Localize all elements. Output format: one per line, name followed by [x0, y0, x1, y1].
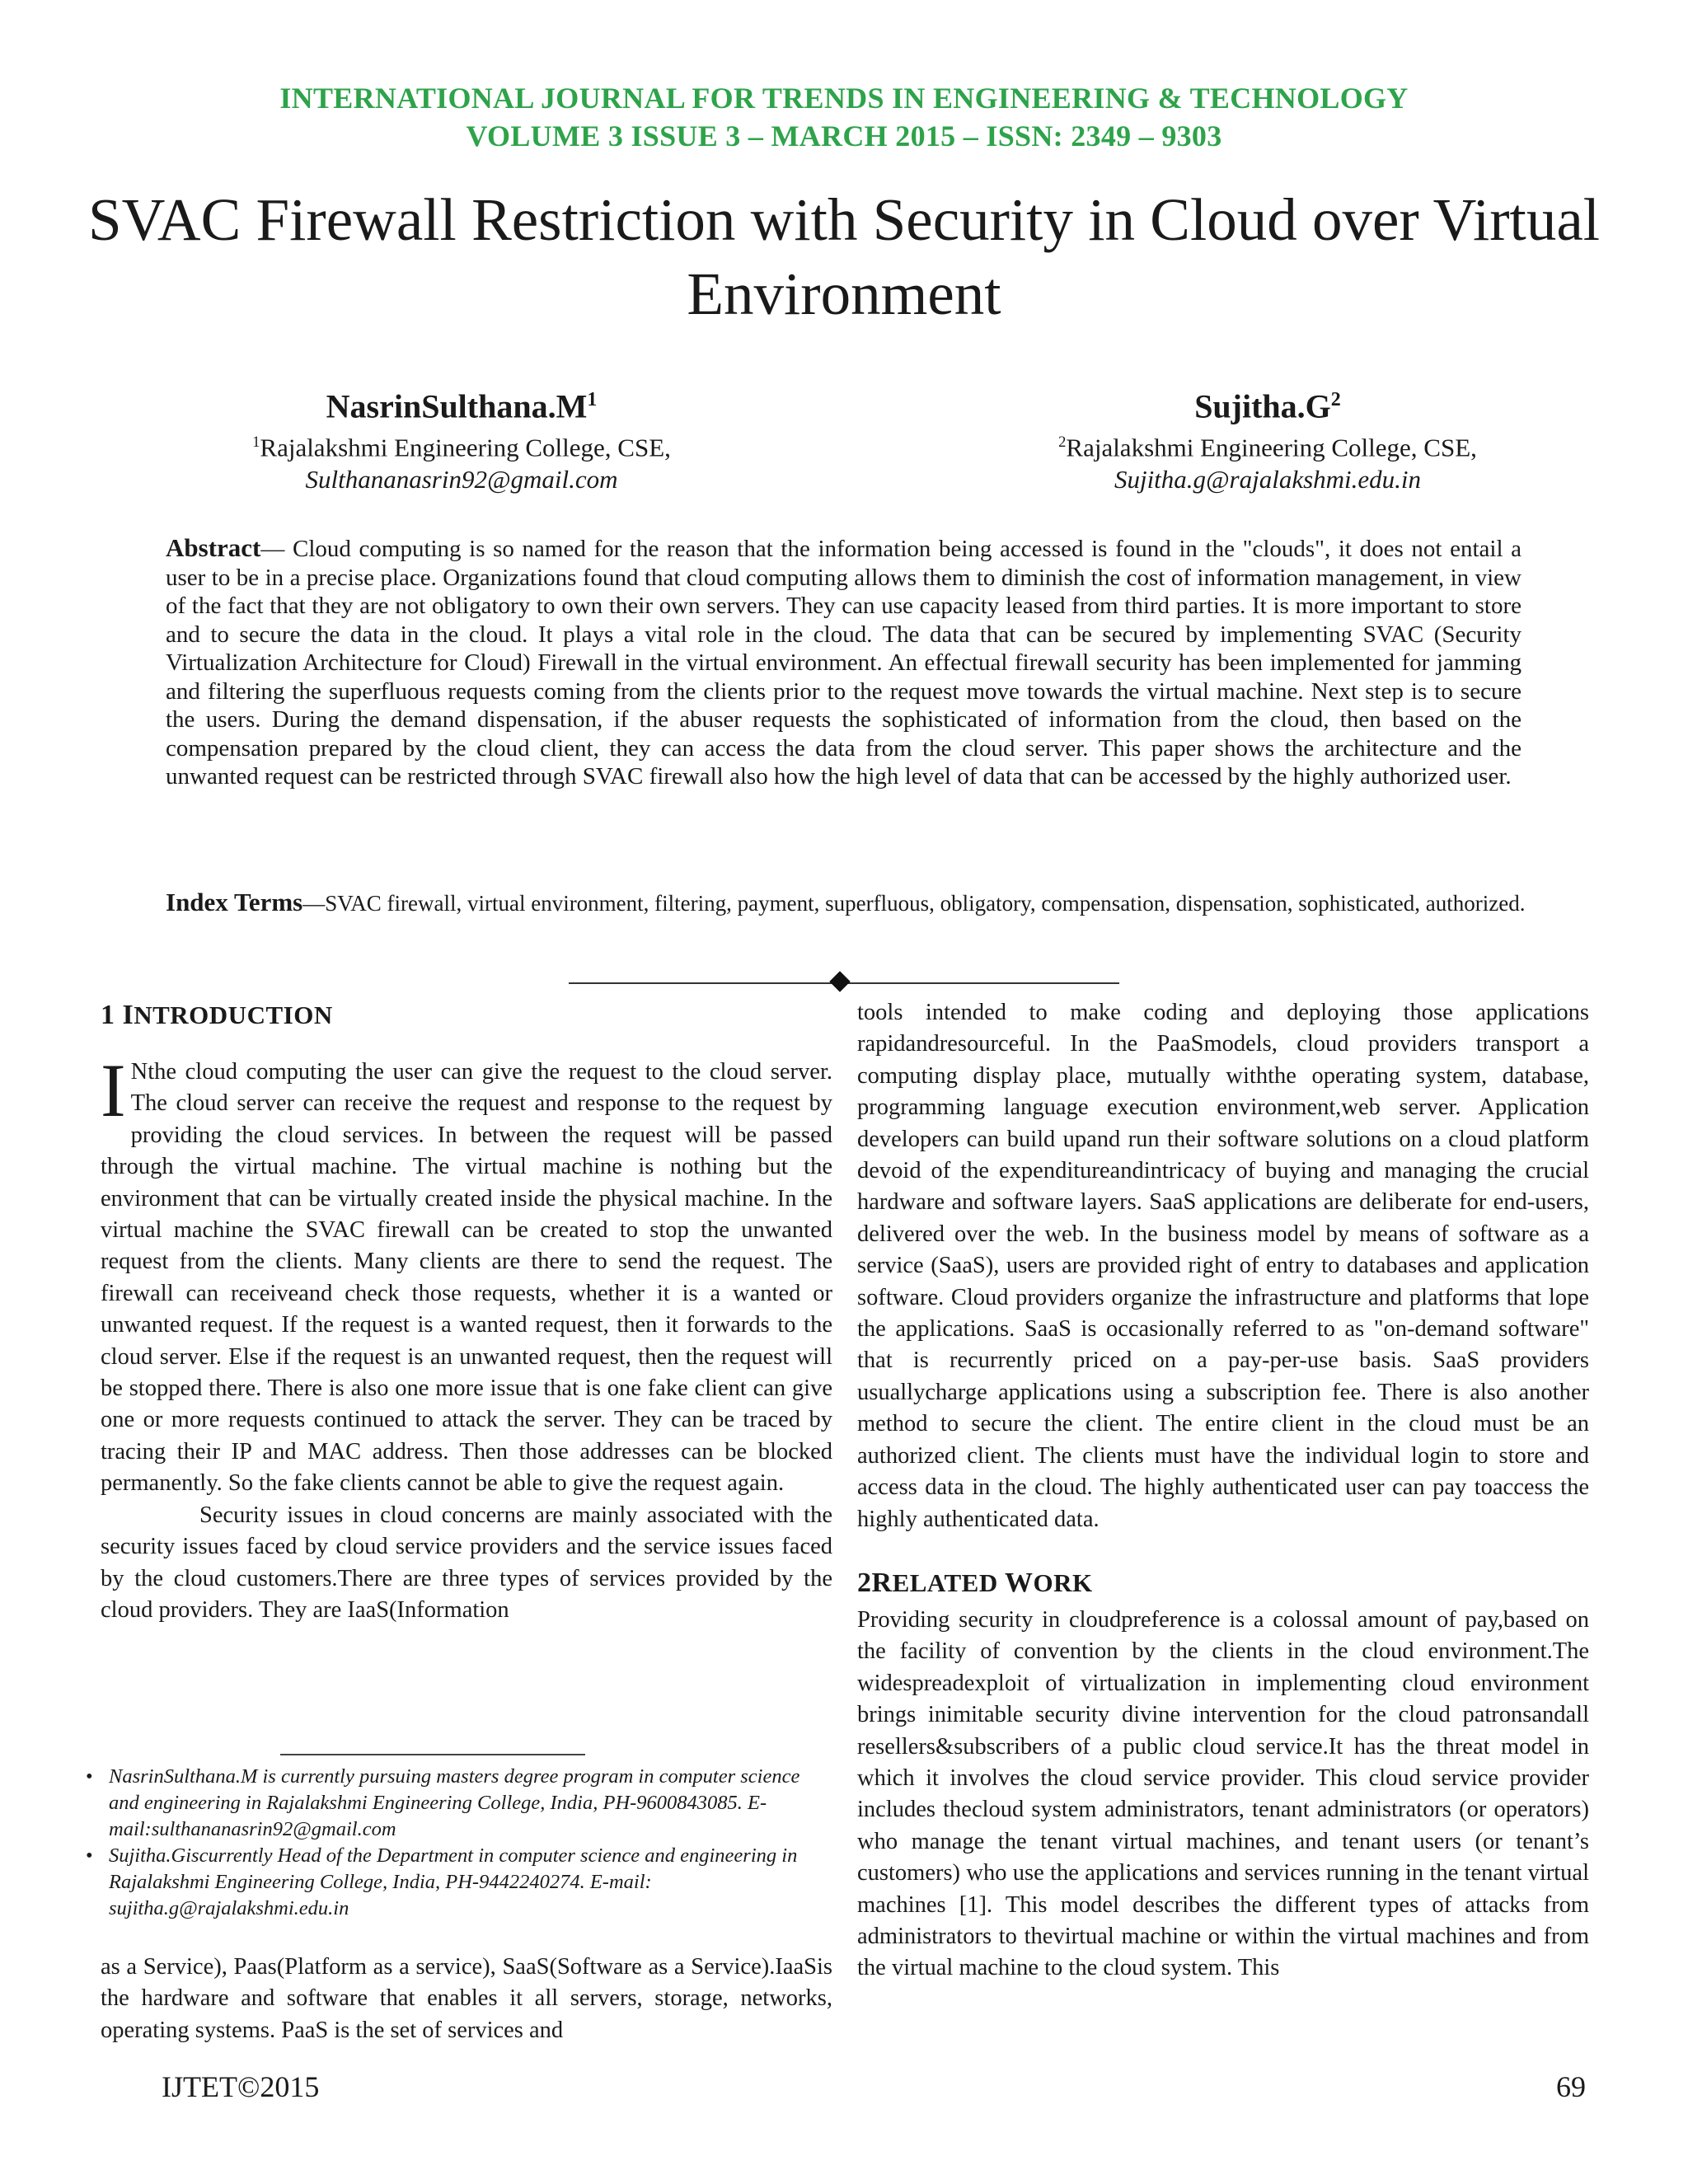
index-terms-label: Index Terms — [166, 888, 303, 916]
divider-diamond-icon — [829, 971, 850, 991]
author-affiliation: $^2$Rajalakshmi Engineering College, CSE, — [1058, 433, 1477, 462]
left-column-bottom — [101, 1952, 832, 2046]
abstract-text: — Cloud computing is so named for the reason that the information being accessed is found in the "clouds", it does not entail a user to be in a precise place. Organizations found that cloud computing allows them to diminish the cost of information management, in view of the fact that they are not obligatory to own their own servers. They can use capacity leased from third parties. It is more important to store and to secure the data in the cloud. It plays a vital role in the cloud. The data that can be secured by implementing SVAC (Security Virtualization Architecture for Cloud) Firewall in the virtual environment. An effectual firewall security has been implemented for jamming and filtering the superfluous requests coming from the clients prior to the request move towards the virtual machine. Next step is to secure the users. During the demand dispensation, if the abuser requests the sophisticated of information from the cloud, then based on the compensation prepared by the cloud client, they can access the data from the cloud server. This paper shows the architecture and the unwanted request can be restricted through SVAC firewall also how the high level of data that can be accessed by the highly authorized user. — [166, 536, 1522, 790]
author-block-2 — [979, 379, 1556, 495]
section-heading-related-work: 2RELATED WORK — [857, 1567, 1093, 1598]
intro-paragraph-1: I Nthe cloud computing the user can give the request to the cloud server. The cloud server can receive the request and response to the request by providing the cloud services. In between the request will be passed through the virtual machine. The virtual machine is nothing but the environment that can be virtually created inside the physical machine. In the virtual machine the SVAC firewall can be created to stop the unwanted request from the clients. Many clients are there to send the request. The firewall can receiveand check those requests, whether it is a wanted or unwanted request. If the request is a wanted request, then it forwards to the cloud server. Else if the request is an unwanted request, then the request will be stopped there. There is also one more issue that is one fake client can give one or more requests continued to attack the server. They can be traced by tracing their IP and MAC address. Then those addresses can be blocked permanently. So the fake clients cannot be able to give the request again. — [101, 1048, 832, 1497]
index-terms — [166, 888, 1583, 918]
journal-header — [0, 79, 1688, 155]
abstract — [166, 534, 1522, 791]
section-heading-introduction: 1 INTRODUCTION — [101, 1000, 333, 1030]
intro-paragraph-2: Security issues in cloud concerns are mainly associated with the security issues faced by cloud service providers and the service issues faced by the cloud customers.There are three types of services provided by the cloud providers. They are IaaS(Information — [101, 1502, 832, 1623]
related-work-paragraph: Providing security in cloudpreference is a colossal amount of pay,based on the facility of convention by the clients in the cloud environment.The widespreadexploit of virtualization in implementing cloud environment brings inimitable security divine intervention for the cloud patronsandall resellers&subscribers of a public cloud service.It has the threat model in which it involves the cloud service provider. This cloud service provider includes thecloud system administrators, tenant administrators (or operators) who manage the tenant virtual machines, and tenant users (or tenant’s customers) who use the applications and services running in the tenant virtual machines [1]. This model describes the different types of attacks from administrators to thevirtual machine or within the virtual machines and from the virtual machine to the cloud system. This — [857, 1606, 1589, 1981]
footnote-item: • NasrinSulthana.M is currently pursuing masters degree program in computer science and engineering in Rajalakshmi Engineering College, India, PH-9600843085. E-mail:sulthananasrin92@gmail.com — [86, 1765, 800, 1840]
paper-title: SVAC Firewall Restriction with Security in Cloud over Virtual Environment — [87, 186, 1601, 327]
author-email: Sujitha.g@rajalakshmi.edu.in — [1114, 464, 1422, 494]
drop-cap: I — [101, 1048, 126, 1132]
left-column-top — [101, 999, 832, 1626]
author-block-1 — [173, 379, 750, 495]
right-column — [857, 997, 1589, 1985]
footer-copyright: IJTET©2015 — [162, 2070, 320, 2103]
author-name: $Sujitha.G^2$ — [1194, 387, 1341, 425]
footnotes — [86, 1764, 828, 1922]
intro-paragraph-4: tools intended to make coding and deploying those applications rapidandresourceful. In the PaaSmodels, cloud providers transport a computing display place, mutually withthe operating system, database, programming language execution environment,web server. Application developers can build upand run their software solutions on a cloud platform devoid of the expenditureandintricacy of buying and managing the crucial hardware and software layers. SaaS applications are deliberate for end-users, delivered over the web. In the business model by means of software as a service (SaaS), users are provided right of entry to databases and application software. Cloud providers organize the infrastructure and platforms that lope the applications. SaaS is occasionally referred to as "on-demand software" that is recurrently priced on a pay-per-use basis. SaaS providers usuallycharge applications using a subscription fee. There is also another method to secure the client. The entire client in the cloud must be an authorized client. The clients must have the individual login to store and access data in the cloud. The highly authenticated user can pay toaccess the highly authenticated data. — [857, 1000, 1589, 1532]
journal-issue: VOLUME 3 ISSUE 3 – MARCH 2015 – ISSN: 2349 – 9303 — [466, 120, 1222, 152]
author-email: Sulthananasrin92@gmail.com — [305, 464, 618, 494]
abstract-label: Abstract — [166, 533, 261, 562]
page-number: 69 — [1556, 2070, 1586, 2103]
author-name: $NasrinSulthana.M^1$ — [326, 387, 598, 425]
footnote-rule — [280, 1754, 585, 1755]
footnote-item: • Sujitha.Giscurrently Head of the Department in computer science and engineering in Rajalakshmi Engineering College, India, PH-9442240274. E-mail: sujitha.g@rajalakshmi.edu.in — [86, 1844, 798, 1919]
author-affiliation: $^1$Rajalakshmi Engineering College, CSE, — [252, 433, 671, 462]
journal-name: INTERNATIONAL JOURNAL FOR TRENDS IN ENGINEERING & TECHNOLOGY — [279, 82, 1409, 115]
index-terms-text: —SVAC firewall, virtual environment, filtering, payment, superfluous, obligatory, compensation, dispensation, sophisticated, authorized. — [302, 891, 1526, 916]
intro-paragraph-3: as a Service), Paas(Platform as a service), SaaS(Software as a Service).IaaSis the hardware and software that enables it all servers, storage, networks, operating systems. PaaS is the set of services and — [101, 1954, 832, 2043]
